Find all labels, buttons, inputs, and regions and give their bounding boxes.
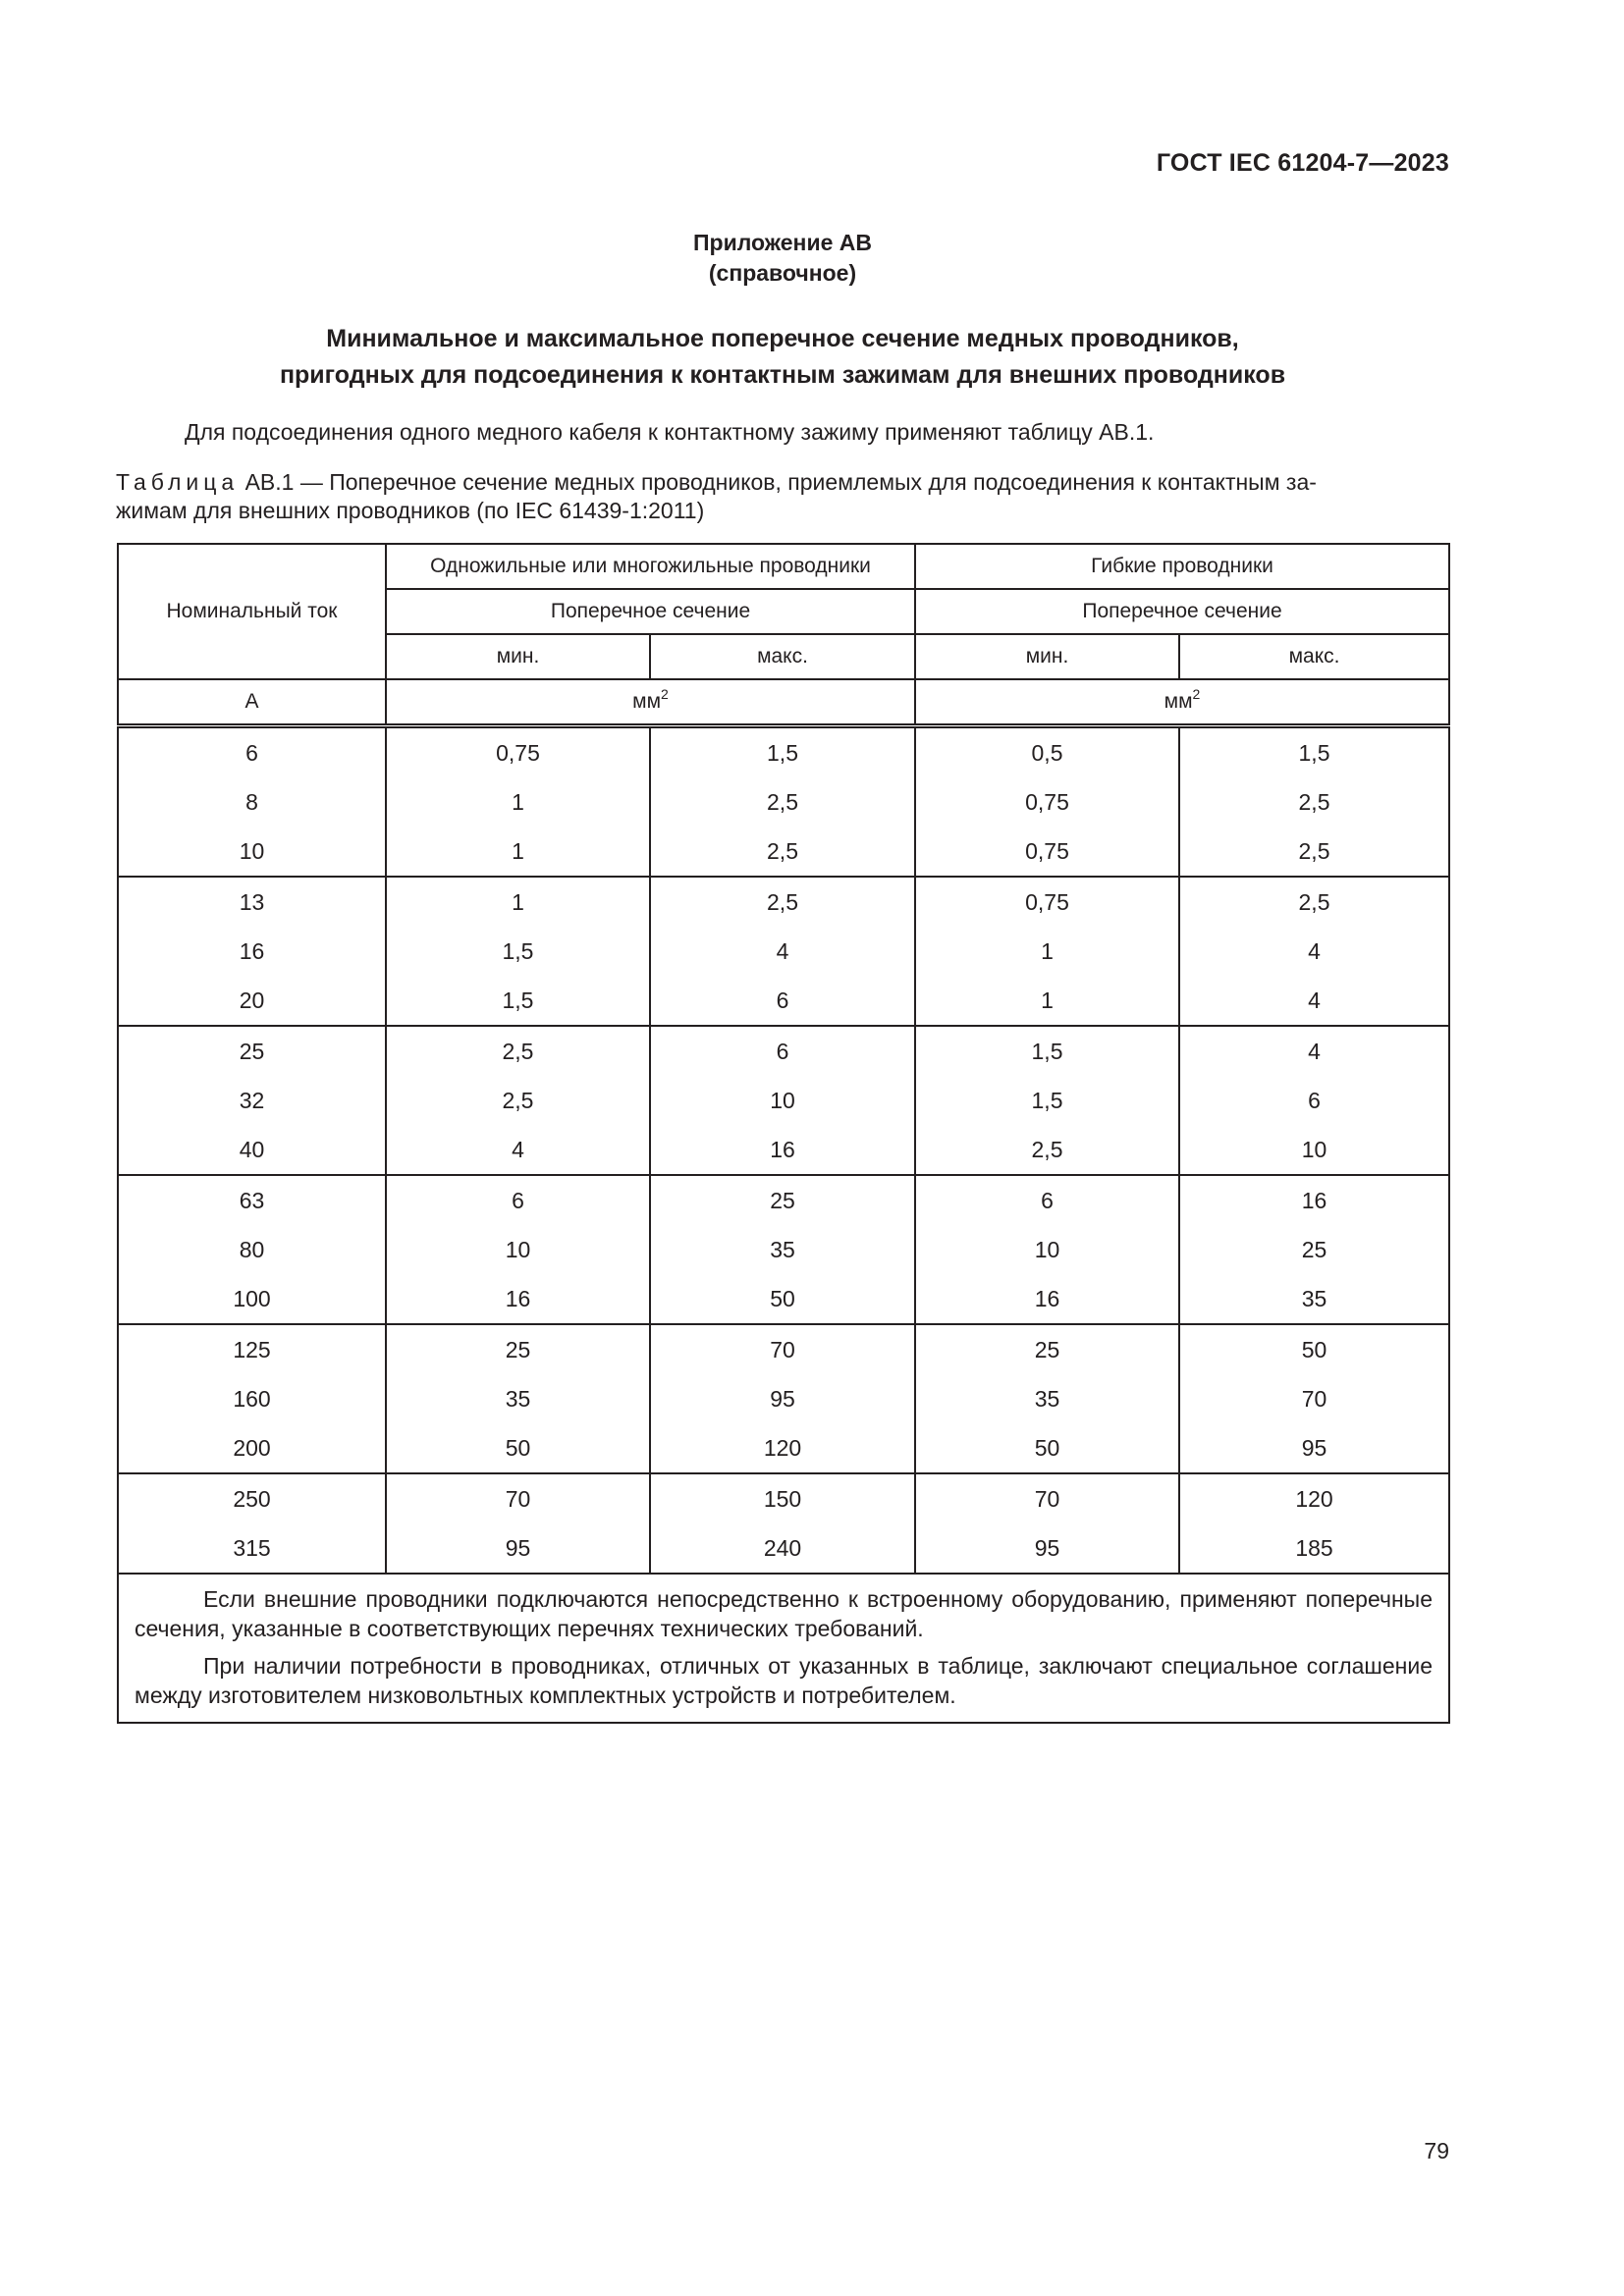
- table-caption-line-1: [116, 468, 1447, 497]
- header-rated-current: Номинальный ток: [118, 544, 386, 679]
- cell-solid-min: 1: [386, 827, 650, 877]
- cell-solid-max: 120: [650, 1423, 915, 1473]
- cell-flexible-min: 70: [915, 1473, 1179, 1523]
- cell-flexible-max: 35: [1179, 1274, 1449, 1324]
- cell-rated-current: 32: [118, 1076, 386, 1125]
- cell-solid-min: 1,5: [386, 976, 650, 1026]
- unit-area-flexible-exponent: 2: [1192, 686, 1201, 702]
- cell-flexible-max: 185: [1179, 1523, 1449, 1574]
- table-caption-text-2: жимам для внешних проводников (по IEC 61439-1:2011): [116, 498, 705, 523]
- cell-flexible-min: 1,5: [915, 1076, 1179, 1125]
- cell-solid-min: 4: [386, 1125, 650, 1175]
- header-solid-min: мин.: [386, 634, 650, 679]
- cell-flexible-min: 50: [915, 1423, 1179, 1473]
- header-flexible-min: мин.: [915, 634, 1179, 679]
- cell-solid-max: 10: [650, 1076, 915, 1125]
- header-flexible-max: макс.: [1179, 634, 1449, 679]
- cell-flexible-min: 1: [915, 976, 1179, 1026]
- cell-flexible-max: 2,5: [1179, 877, 1449, 927]
- cell-solid-min: 1,5: [386, 927, 650, 976]
- unit-area-solid: [386, 679, 915, 726]
- cell-solid-max: 1,5: [650, 726, 915, 778]
- unit-area-flexible: [915, 679, 1449, 726]
- unit-area-flexible-base: мм: [1164, 690, 1193, 713]
- table-caption-label: Таблица: [116, 469, 240, 495]
- cell-solid-max: 35: [650, 1225, 915, 1274]
- page-number: 79: [1424, 2138, 1449, 2163]
- table-note-cell: [118, 1574, 1449, 1723]
- header-flexible-cross-section: Поперечное сечение: [915, 589, 1449, 634]
- cell-rated-current: 315: [118, 1523, 386, 1574]
- table-row: [118, 1473, 1449, 1523]
- unit-area-solid-exponent: 2: [661, 686, 669, 702]
- cell-flexible-max: 4: [1179, 1026, 1449, 1076]
- table-notes: [118, 1574, 1449, 1723]
- header-solid-max: макс.: [650, 634, 915, 679]
- document-code: ГОСТ IEC 61204-7—2023: [1156, 149, 1449, 177]
- cell-solid-min: 35: [386, 1374, 650, 1423]
- cell-solid-min: 95: [386, 1523, 650, 1574]
- cell-flexible-max: 95: [1179, 1423, 1449, 1473]
- cell-solid-max: 6: [650, 976, 915, 1026]
- cell-rated-current: 160: [118, 1374, 386, 1423]
- cell-flexible-max: 50: [1179, 1324, 1449, 1374]
- cell-flexible-min: 0,5: [915, 726, 1179, 778]
- table-row: [118, 1125, 1449, 1175]
- cell-solid-max: 2,5: [650, 777, 915, 827]
- cell-solid-max: 25: [650, 1175, 915, 1225]
- cell-solid-max: 16: [650, 1125, 915, 1175]
- cell-flexible-max: 4: [1179, 976, 1449, 1026]
- table-row: [118, 1225, 1449, 1274]
- cell-flexible-max: 25: [1179, 1225, 1449, 1274]
- cell-flexible-max: 16: [1179, 1175, 1449, 1225]
- cell-flexible-min: 35: [915, 1374, 1179, 1423]
- cell-rated-current: 200: [118, 1423, 386, 1473]
- unit-current: А: [118, 679, 386, 726]
- table-row: [118, 1076, 1449, 1125]
- cell-solid-max: 150: [650, 1473, 915, 1523]
- cell-flexible-min: 1: [915, 927, 1179, 976]
- cell-solid-min: 25: [386, 1324, 650, 1374]
- header-flexible-conductors: Гибкие проводники: [915, 544, 1449, 589]
- annex-heading: [0, 228, 1565, 289]
- cell-rated-current: 16: [118, 927, 386, 976]
- cell-solid-max: 240: [650, 1523, 915, 1574]
- cell-flexible-min: 0,75: [915, 777, 1179, 827]
- cell-solid-min: 1: [386, 877, 650, 927]
- cell-solid-max: 4: [650, 927, 915, 976]
- cell-solid-max: 2,5: [650, 827, 915, 877]
- cell-flexible-min: 95: [915, 1523, 1179, 1574]
- table-body: [118, 726, 1449, 1575]
- table-note-1: Если внешние проводники подключаются непосредственно к встроенному оборудованию, применяют поперечные сечения, указанные в соответствующих перечнях технических требований.: [135, 1586, 1434, 1641]
- section-title-line-1: Минимальное и максимальное поперечное сечение медных проводников,: [326, 325, 1239, 352]
- cell-solid-min: 2,5: [386, 1026, 650, 1076]
- cell-rated-current: 100: [118, 1274, 386, 1324]
- cell-rated-current: 20: [118, 976, 386, 1026]
- header-solid-cross-section: Поперечное сечение: [386, 589, 915, 634]
- cell-flexible-max: 1,5: [1179, 726, 1449, 778]
- cell-flexible-max: 6: [1179, 1076, 1449, 1125]
- cell-flexible-min: 6: [915, 1175, 1179, 1225]
- cell-flexible-max: 2,5: [1179, 827, 1449, 877]
- table-row: [118, 726, 1449, 778]
- table-caption-text-1: АВ.1 — Поперечное сечение медных проводников, приемлемых для подсоединения к контактным за-: [244, 469, 1317, 495]
- table-row: [118, 927, 1449, 976]
- cell-rated-current: 13: [118, 877, 386, 927]
- cell-rated-current: 40: [118, 1125, 386, 1175]
- cell-flexible-max: 70: [1179, 1374, 1449, 1423]
- cell-solid-max: 6: [650, 1026, 915, 1076]
- header-solid-conductors: Одножильные или многожильные проводники: [386, 544, 915, 589]
- cell-rated-current: 8: [118, 777, 386, 827]
- cell-solid-min: 70: [386, 1473, 650, 1523]
- cell-solid-min: 2,5: [386, 1076, 650, 1125]
- cell-rated-current: 10: [118, 827, 386, 877]
- cell-flexible-max: 120: [1179, 1473, 1449, 1523]
- cell-flexible-min: 1,5: [915, 1026, 1179, 1076]
- table-row: [118, 1374, 1449, 1423]
- section-title: [0, 321, 1565, 394]
- cell-solid-max: 50: [650, 1274, 915, 1324]
- table-row: [118, 1274, 1449, 1324]
- cell-solid-max: 70: [650, 1324, 915, 1374]
- cell-rated-current: 125: [118, 1324, 386, 1374]
- cell-flexible-max: 4: [1179, 927, 1449, 976]
- intro-paragraph: Для подсоединения одного медного кабеля к контактному зажиму применяют таблицу АВ.1.: [185, 419, 1155, 445]
- table-row: [118, 1324, 1449, 1374]
- unit-area-solid-base: мм: [632, 690, 662, 713]
- cell-solid-min: 0,75: [386, 726, 650, 778]
- cell-flexible-min: 0,75: [915, 827, 1179, 877]
- table-note-2: При наличии потребности в проводниках, отличных от указанных в таблице, заключают специальное соглашение между изготовителем низковольтных комплектных устройств и потребителем.: [135, 1653, 1434, 1708]
- table-row: [118, 1026, 1449, 1076]
- cell-solid-min: 10: [386, 1225, 650, 1274]
- table-caption: [116, 468, 1447, 525]
- table-row: [118, 777, 1449, 827]
- cell-flexible-min: 10: [915, 1225, 1179, 1274]
- cell-rated-current: 63: [118, 1175, 386, 1225]
- cell-solid-max: 2,5: [650, 877, 915, 927]
- cell-flexible-max: 2,5: [1179, 777, 1449, 827]
- annex-subtitle: (справочное): [708, 260, 857, 286]
- cell-rated-current: 25: [118, 1026, 386, 1076]
- cell-flexible-min: 0,75: [915, 877, 1179, 927]
- cell-flexible-min: 2,5: [915, 1125, 1179, 1175]
- cell-flexible-min: 16: [915, 1274, 1179, 1324]
- table-row: [118, 877, 1449, 927]
- cell-rated-current: 250: [118, 1473, 386, 1523]
- cell-flexible-min: 25: [915, 1324, 1179, 1374]
- section-title-line-2: пригодных для подсоединения к контактным зажимам для внешних проводников: [279, 361, 1286, 389]
- cell-solid-min: 50: [386, 1423, 650, 1473]
- table-row: [118, 827, 1449, 877]
- table-row: [118, 976, 1449, 1026]
- table-row: [118, 1423, 1449, 1473]
- cell-flexible-max: 10: [1179, 1125, 1449, 1175]
- cell-rated-current: 6: [118, 726, 386, 778]
- table-row: [118, 1523, 1449, 1574]
- cell-solid-min: 16: [386, 1274, 650, 1324]
- cell-solid-max: 95: [650, 1374, 915, 1423]
- conductor-cross-section-table: [117, 543, 1450, 1724]
- cell-solid-min: 6: [386, 1175, 650, 1225]
- table-header: [118, 544, 1449, 726]
- annex-title: Приложение АВ: [692, 230, 872, 255]
- cell-rated-current: 80: [118, 1225, 386, 1274]
- table-row: [118, 1175, 1449, 1225]
- cell-solid-min: 1: [386, 777, 650, 827]
